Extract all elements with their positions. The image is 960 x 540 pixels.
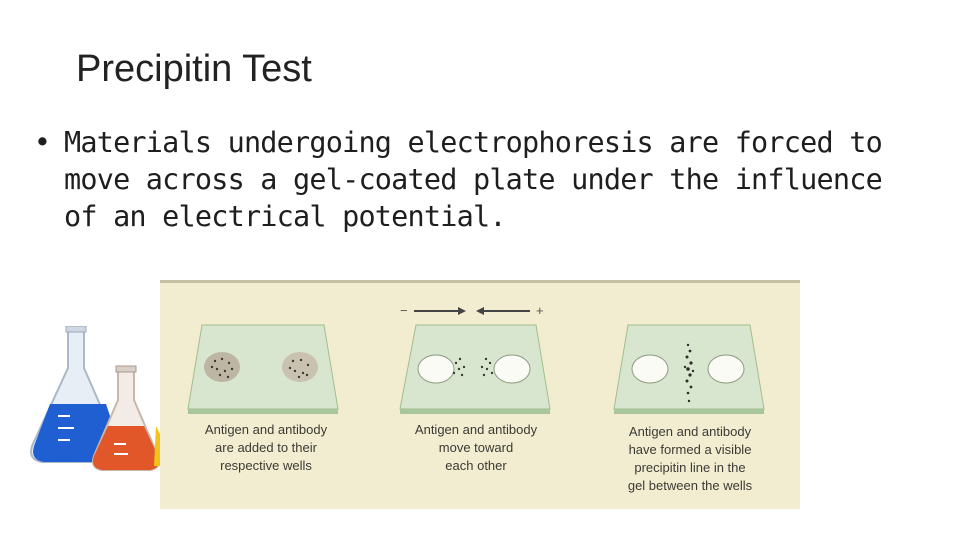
bullet-marker: • <box>34 126 51 159</box>
panel-caption-1: Antigen and antibody are added to their respective wells <box>204 422 328 473</box>
gel-plate-3 <box>614 325 764 414</box>
gel-plate-2 <box>400 325 550 414</box>
electrophoresis-figure <box>160 280 800 509</box>
panel-caption-2: Antigen and antibody move toward each other <box>414 422 538 473</box>
laboratory-flasks-illustration <box>28 326 178 496</box>
slide-title: Precipitin Test <box>76 48 312 90</box>
panel-caption-3: Antigen and antibody have formed a visible precipitin line in the gel between the wells <box>627 424 753 493</box>
bullet-text: Materials undergoing electrophoresis are forced to move across a gel-coated plate under the influence of an electrical potential. <box>64 126 882 233</box>
gel-plate-1 <box>188 325 338 414</box>
polarity-negative-label: − <box>400 303 408 318</box>
polarity-positive-label: + <box>536 303 544 318</box>
bullet-point <box>34 124 914 235</box>
